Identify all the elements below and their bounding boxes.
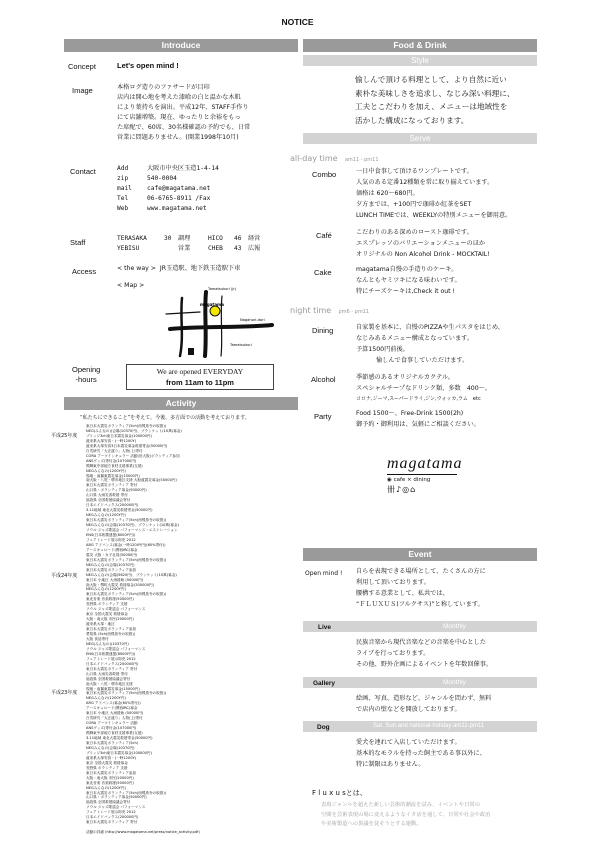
activity-item: 東日本大震災ボランティア 寄付: [86, 666, 138, 671]
activity-item: 東日本大震災ボランティア参加: [86, 770, 137, 775]
activity-item: 東日本大震災ボランティア参加: [86, 567, 137, 572]
activity-item: ARG アドバンス(募金(一時1200Y円)(60%寄付)): [86, 542, 166, 547]
activity-year-23: 平成23年度: [51, 690, 78, 696]
cake-text: magatama自慢の手造りのケーキ。 なんともヤミツキになる味わいです。 特にチーズケーキは,Check it out !: [356, 266, 461, 295]
activity-item: ANSグッズ(寄付金(107000円): [86, 726, 137, 731]
party-label: Party: [314, 412, 332, 421]
activity-item: ブリッジ3ch東日本震災募金(100000円): [86, 750, 152, 755]
map-label-nagahori: Nagahori-dori: [240, 318, 265, 322]
image-text: 本格ログ造りのファサードが目印 店内は開心地を考えた漆喰の白と温かな木肌 により葉持ちを演出。平成12年、STAFF手作り にて店舗増築。現在、ゆったりと余裕をもっ た席配で、60席、30名様確認の予約でも、日常 営業に問題ありません。(開業1998年10月): [117, 84, 251, 141]
live-text: 民族音楽から現代音楽などの音楽を中心とした ライブを行っております。 その他、野外企画によるイベントを年数回催事。: [356, 639, 493, 668]
map-label-shop: magatama: [200, 302, 224, 307]
gallery-bar: [303, 677, 537, 688]
combo-label: Combo: [312, 170, 337, 179]
contact-block: Add 大阪市中央区玉造1-4-14 zip 540-0004 mail cafe@magatama.net Tel 06-6765-8911 /Fax Web www.magatama.net: [117, 165, 219, 212]
activity-item: NEGみんなの(1200Y円): [86, 468, 126, 473]
style-subheader: Style: [303, 55, 537, 66]
activity-intro: “私たちにできること”を考えて、今後、多方面での活動を考えております。: [80, 415, 250, 421]
dining-label: Dining: [312, 326, 334, 335]
activity-item: 福島県 全国救援協議会寄付: [86, 676, 131, 681]
activity-item: 日本エイドバックス(200000円): [86, 661, 139, 666]
access-label: Access: [72, 267, 97, 276]
activity-item: 山口県・ボランティア募金(50000円): [86, 795, 147, 800]
activity-item: 大阪・南大阪 市民(20000円): [86, 775, 134, 780]
contact-label: Contact: [70, 167, 96, 176]
alcohol-text: 季節感のあるオリジナルカクテル。 スペシャルチープなドリンク類、多数 400～。 コロナ,ジーマ,スーパードライ,ジン,ウォッカ,ラム etc: [356, 374, 492, 402]
notice-title: NOTICE: [281, 17, 314, 27]
activity-item: 南大阪・八尾・堺市地区支援: [86, 681, 133, 686]
fluxus-title: F l u x u sとは、: [312, 789, 367, 797]
activity-item: 東日本大震災ボランティア(5ch(西飛鳥寺の取扱)): [86, 691, 167, 696]
image-label: Image: [72, 86, 93, 95]
activity-item: 東京 全国大震災 救援募金: [86, 760, 128, 765]
opening-label: [72, 365, 100, 385]
activity-footer[interactable]: 活動の詳細 (http://www.magatama.net/press/notice_activity.pdf): [86, 830, 200, 834]
access-way: < the way > JR玉造駅、地下鉄玉造駅下車: [117, 265, 241, 272]
gallery-label: Gallery: [313, 680, 336, 687]
opening-line1: We are opened EVERYDAY: [156, 367, 244, 376]
logo-sub: ◉ cafe × dining: [387, 477, 431, 483]
activity-item: 現地・南翼東震災募金(15000円): [86, 686, 140, 691]
activity-item: 日本エイドバックス(200000円): [86, 503, 139, 508]
activity-item: 現地・南翼東震災募金(15000円): [86, 473, 140, 478]
activity-item: アースキュロード(関西IRC)募金: [86, 547, 138, 552]
map-marker-icon: [210, 306, 220, 316]
night-heading: night time pm6 - pm11: [290, 306, 370, 315]
activity-year-24: 平成24年度: [51, 573, 78, 579]
cake-label: Cake: [314, 268, 332, 277]
activity-item: NEG(みんなの)(会場(10370円)、ブランケット(10萬)募金): [86, 428, 182, 433]
opening-line2: from 11am to 11pm: [166, 378, 234, 387]
activity-item: ソウル ジャズ歌謡会 パフォーマンス: [86, 607, 146, 612]
activity-item: 白雪研究「大正渡り」人物(上)寄付: [86, 716, 143, 721]
activity-item: 大阪 食品寄付: [86, 636, 109, 641]
activity-item: 日本エイドバックス(200000円): [86, 815, 139, 820]
logo-name: magatama: [387, 455, 463, 472]
style-text: 愉しんで頂ける料理として、より自然に近い 素朴な美味しさを追求し、なじみ深い料理に、 工夫とこだわりを加え、メニューは地域性を 活かした構成になっております。: [355, 75, 515, 125]
activity-item: 南大阪・八尾・堺市地区支援 大船渡震災募金(50000円): [86, 478, 177, 483]
activity-year-25: 平成25年度: [51, 433, 78, 439]
activity-item: 渡来系大塚・地区: [86, 622, 115, 627]
party-text: Food 1500～、Free-Drink 1500(2h) 御予約・御利用は、気軽にご相談ください。: [356, 410, 480, 428]
fluxus-text: 表現ジャンルを超えた新しい芸術的潮流を試み、イベントや日常の 空間を芸術表現の場に変えるようなイタ活を通して、日常や社会や政治 や美術製造への異議を徒そうとする運動。: [321, 802, 491, 827]
opening-box: [126, 364, 274, 390]
activity-item: 3.11地域 東北大震災救援寄金(50000円): [86, 736, 153, 741]
logo-symbols-icon: 卌♪◎⌂: [387, 485, 417, 494]
activity-item: 東日本大震災ボランティア(5ch(西飛鳥寺の取扱)): [86, 557, 167, 562]
activity-item: NEGみんなの(1200Y円): [86, 696, 126, 701]
activity-item: 東日本大震災ボランティア(5ch(西飛鳥寺の取扱)): [86, 790, 167, 795]
activity-item: NEGみんなの(1200Y円): [86, 513, 126, 518]
map-station-icon: [188, 348, 194, 355]
activity-item: 愛知県 (5ch(西飛鳥寺の取扱)): [86, 632, 136, 637]
combo-text: 一日中食事して頂けるワンプレートです。 人気のある定番12種類を常に取り揃えています。 価格は 620～680円。 夕方までは、+100円で珈琲か紅茶をSET LUNCH TIMEでは、WEEKLYの特別メニューを御用意。: [356, 168, 512, 219]
activity-item: NEGみんなの(会場(5620円)、ブランケット(10萬)募金): [86, 572, 177, 577]
activity-item: NEGみんなの(1200Y円): [86, 785, 126, 790]
dog-label: Dog: [317, 724, 330, 731]
activity-item: ソウル ジャズ歌謡会 パフォーマンス: [86, 805, 146, 810]
cafe-label: Café: [316, 231, 332, 240]
staff-label: Staff: [70, 238, 86, 247]
activity-item: アースキュロード(関西IRC)募金: [86, 706, 138, 711]
activity-item: 渡来系大塚安食・(一時1200Y): [86, 438, 137, 443]
activity-item: 震災 大阪・女子社員(50000円): [86, 552, 138, 557]
activity-item: 大阪・南大阪 市民(20000円): [86, 617, 134, 622]
logo-rule: [387, 474, 457, 475]
activity-item: 渡来系大塚安食・(一時1200Y): [86, 755, 137, 760]
logo-mark-icon: ◉: [387, 477, 392, 483]
activity-item: ARG アドバンス(募金(60%寄付)): [86, 701, 141, 706]
staff-block: TERASAKA 30 調理 HICO 46 経営 YEBISU 営業 CHEB 43 広報: [117, 235, 261, 252]
activity-item: 東日本 小地区 大雨援助 (50000円): [86, 711, 144, 716]
activity-list: [86, 424, 296, 829]
activity-item: 東北音楽 音楽救援(50000円): [86, 597, 134, 602]
concept-value: Let's open mind !: [117, 61, 179, 70]
activity-item: 長野県 ボランティア 支援: [86, 602, 128, 607]
introduce-header: Introduce: [64, 39, 298, 52]
web-link[interactable]: www.magatama.net: [147, 205, 207, 212]
activity-item: フェアトレード展示即売 2012: [86, 810, 136, 815]
activity-item: 渡来系大塚安食3日本震災募金救援寄金(50000円): [86, 443, 168, 448]
activity-item: CORA アーツインキュラー 活動(旧大阪)ボランティア参加: [86, 453, 180, 458]
activity-item: 山口県・ボランティア募金(50000円): [86, 488, 147, 493]
dog-freq: Sat. Sun and national-holiday am11-pm11: [373, 723, 485, 729]
food-drink-header: Food & Drink: [303, 39, 537, 52]
dog-bar: [303, 721, 537, 732]
activity-item: NEGみんなの(会場(10370円)、ブランケット(10萬)募金): [86, 523, 180, 528]
concept-label: Concept: [68, 62, 96, 71]
gallery-text: 絵画、写真、造形など、ジャンルを問わず、無料 で店内の壁などを開放しております。: [356, 695, 492, 713]
access-map: [160, 284, 275, 360]
activity-item: ソウル ジャズ歌謡会 パフォーマンス: [86, 646, 146, 651]
openmind-text: 自らを表現できる場所として、たくさんの方に 利用して頂いております。 腰構する意業として、私共では、 “ＦＬＵＸＵＳ(フルクサス)”と称しています。: [356, 568, 486, 608]
activity-item: 東日本大震災ボランティア(5ch): [86, 741, 139, 745]
activity-item: 3.11地域 東北大震災救援寄金(50000円): [86, 508, 153, 513]
map-label-subway: Tamatsukuri: [230, 343, 252, 347]
serve-subheader: Serve: [303, 133, 537, 144]
activity-item: ソウル ジャズ歌謡会 パフォーマンス・エストレーション: [86, 528, 178, 533]
activity-item: フェアトレード展示即売 2012: [86, 537, 136, 542]
activity-header: Activity: [64, 397, 298, 410]
activity-item: 福島県 全国救援協議会寄付: [86, 800, 131, 805]
activity-item: 東日本 小地区 大雨援助 (50000円): [86, 577, 144, 582]
activity-item: 東日本大震災ボランティア 寄付: [86, 483, 138, 488]
activity-item: ENS(日本相撲連盟(8000Y円)): [86, 651, 136, 656]
alcohol-label: Alcohol: [311, 375, 336, 384]
mail-link[interactable]: cafe@magatama.net: [147, 185, 211, 192]
event-header: Event: [303, 548, 537, 561]
activity-item: フェアトレード展示即売 2012: [86, 656, 136, 661]
opening-label-line2: -hours: [75, 375, 97, 384]
magatama-logo: [387, 455, 467, 495]
activity-item: 南大阪・堺町大震災 救援募金(200000円): [86, 582, 154, 587]
activity-item: NEGみんなの(会場(10370円): [86, 562, 135, 567]
allday-heading: all-day time am11 - pm11: [290, 154, 379, 163]
dog-text: 愛犬を連れて入店していただけます。 基本的なモラルを持った飼主である事以外に、 特に制限はありません。: [356, 739, 486, 768]
activity-item: 飛騨東中部地方食材支援事業(支援): [86, 731, 143, 736]
activity-item: NEGみんなの(会場(10370円): [86, 745, 135, 750]
activity-item: NEG(みんなの)(10370円): [86, 641, 129, 646]
activity-item: 長野県 ボランティア 支援: [86, 765, 128, 770]
activity-item: ENS(日本相撲連盟(8000Y円)): [86, 532, 136, 537]
activity-item: CORA アーツインキュラー 活動: [86, 721, 138, 726]
live-bar: [303, 621, 537, 632]
live-freq: Monthly: [443, 623, 466, 630]
live-label: Live: [318, 624, 332, 631]
activity-item: 東日本大震災ボランティア(5ch(西飛鳥寺の取扱)): [86, 592, 167, 597]
activity-item: 東日本大震災ボランティア参加: [86, 627, 137, 632]
map-road-small: [166, 312, 200, 314]
activity-item: 東日本大震災ボランティア 寄付: [86, 820, 138, 825]
access-map-label: < Map >: [117, 282, 145, 289]
activity-item: 白雪研究「大正渡り」人物(上)寄付: [86, 448, 143, 453]
activity-item: ブリッジ3ch東日本震災募金(100000円): [86, 433, 152, 438]
cafe-text: こだわりのある深めのロースト珈琲です。 エスプレッソのバリエーションメニューのほか オリジナルの Non Alcohol Drink - MOCKTAIL!: [356, 229, 490, 258]
activity-item: 山口県 大雨災害救援 寄付: [86, 493, 128, 498]
activity-item: 東京 全国大震災 救援募金: [86, 612, 128, 617]
activity-item: ANSグッズ(寄付金(107000円): [86, 458, 137, 463]
activity-item: 福島県 全国救援協議会寄付: [86, 498, 131, 503]
activity-item: NEGみんなの(1200Y円): [86, 587, 126, 592]
map-label-jr: Tamatsukuri (jr): [208, 287, 237, 291]
activity-item: 飛騨東中部地方食材支援事業(支援): [86, 463, 143, 468]
dining-text: 自家製を基本に、自慢のPIZZAや生パスタをはじめ、 なじみあるメニュー構成となっています。 予算1500円前後。 愉しんで食事していただけます。: [356, 324, 504, 364]
activity-item: 東北音楽 音楽救援(50000円): [86, 780, 134, 785]
activity-item: 東日本大震災ボランティア(5ch(西飛鳥寺の取扱)): [86, 518, 167, 523]
openmind-label: Open mind !: [305, 570, 343, 577]
activity-item: 山口県 大雨災害救援 寄付: [86, 671, 128, 676]
opening-label-line1: Opening: [72, 365, 101, 374]
gallery-freq: Monthly: [443, 679, 466, 686]
activity-item: 東日本大震災ボランティア(5ch(西飛鳥寺の取扱)): [86, 424, 167, 428]
